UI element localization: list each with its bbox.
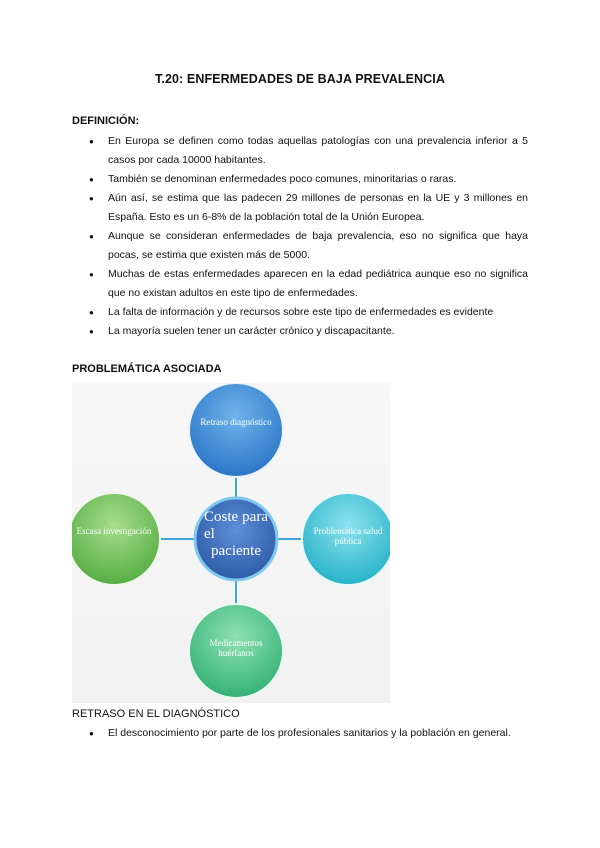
page-title: T.20: ENFERMEDADES DE BAJA PREVALENCIA: [155, 72, 445, 86]
delay-list: [72, 724, 528, 743]
list-item: ● Aún así, se estima que las padecen 29 millones de personas en la UE y 3 millones en España. Esto es un 6-8% de la población total de la Unión Europea.: [72, 189, 528, 227]
node-top-label: Retraso diagnóstico: [200, 417, 272, 427]
node-center-label: Coste para el paciente: [204, 509, 268, 559]
delay-heading: RETRASO EN EL DIAGNÓSTICO: [72, 708, 240, 720]
list-item: ● También se denominan enfermedades poco comunes, minoritarias o raras.: [72, 170, 528, 189]
problems-diagram: [72, 383, 390, 703]
list-item: ● El desconocimiento por parte de los profesionales sanitarios y la población en general.: [72, 724, 528, 743]
node-left-label: Escasa investigación: [76, 526, 152, 536]
node-bottom-label: Medicamentos huérfanos: [209, 638, 263, 659]
list-item: ● Aunque se consideran enfermedades de baja prevalencia, eso no significa que haya pocas, se estima que existen más de 5000.: [72, 227, 528, 265]
definition-heading: DEFINICIÓN:: [72, 115, 140, 127]
list-item: ● La falta de información y de recursos sobre este tipo de enfermedades es evidente: [72, 303, 528, 322]
list-item: ● Muchas de estas enfermedades aparecen en la edad pediátrica aunque eso no significa que no existan adultos en este tipo de enfermedades.: [72, 265, 528, 303]
node-right-label: Problemática salud pública: [313, 526, 383, 547]
list-item: ● En Europa se definen como todas aquellas patologías con una prevalencia inferior a 5 casos por cada 10000 habitantes.: [72, 132, 528, 170]
list-item: ● La mayoría suelen tener un carácter crónico y discapacitante.: [72, 322, 528, 341]
problems-heading: PROBLEMÁTICA ASOCIADA: [72, 363, 222, 375]
definition-list: [72, 132, 528, 341]
node-left-circle: [72, 493, 160, 585]
node-top-circle: [189, 383, 283, 477]
